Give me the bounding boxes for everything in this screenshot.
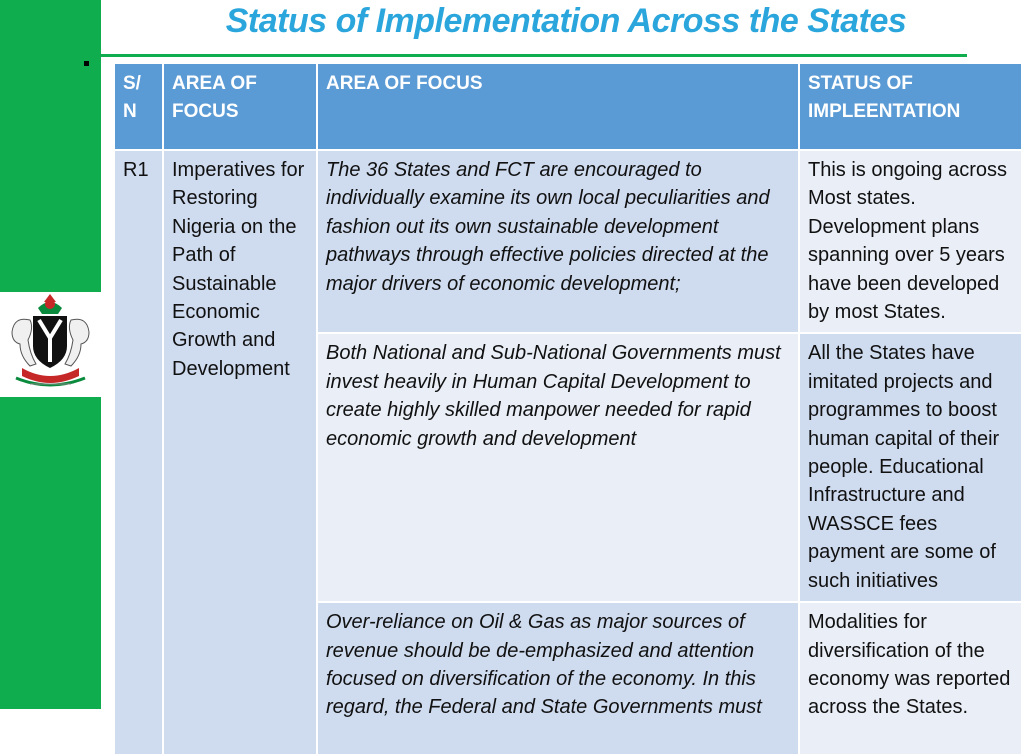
header-area-of-focus: AREA OF FOCUS bbox=[163, 63, 317, 150]
implementation-table bbox=[113, 62, 1023, 756]
focus-cell: The 36 States and FCT are encouraged to individually examine its own local peculiarities and fashion out its own sustainable development pathways through effective policies directed at the major drivers of economic development; bbox=[317, 150, 799, 333]
row-area: Imperatives for Restoring Nigeria on the Path of Sustainable Economic Growth and Development bbox=[163, 150, 317, 755]
table-row bbox=[114, 150, 1022, 333]
focus-cell: Both National and Sub-National Governments must invest heavily in Human Capital Development to create highly skilled manpower needed for rapid economic growth and development bbox=[317, 333, 799, 602]
status-cell: Modalities for diversification of the economy was reported across the States. bbox=[799, 602, 1022, 755]
title-underline bbox=[101, 54, 967, 57]
slide-title: Status of Implementation Across the States bbox=[225, 2, 907, 40]
coat-of-arms-icon bbox=[0, 292, 101, 397]
header-area-of-focus-detail: AREA OF FOCUS bbox=[317, 63, 799, 150]
header-status: STATUS OF IMPLEENTATION bbox=[799, 63, 1022, 150]
bullet-marker bbox=[84, 61, 89, 66]
focus-cell: Over-reliance on Oil & Gas as major sources of revenue should be de-emphasized and attention focused on diversification of the economy. In this regard, the Federal and State Governments must bbox=[317, 602, 799, 755]
row-sn: R1 bbox=[114, 150, 163, 755]
table-header-row bbox=[114, 63, 1022, 150]
header-sn: S/ N bbox=[114, 63, 163, 150]
status-cell: All the States have imitated projects and programmes to boost human capital of their people. Educational Infrastructure and WASSCE fees payment are some of such initiatives bbox=[799, 333, 1022, 602]
status-cell: This is ongoing across Most states. Development plans spanning over 5 years have been developed by most States. bbox=[799, 150, 1022, 333]
